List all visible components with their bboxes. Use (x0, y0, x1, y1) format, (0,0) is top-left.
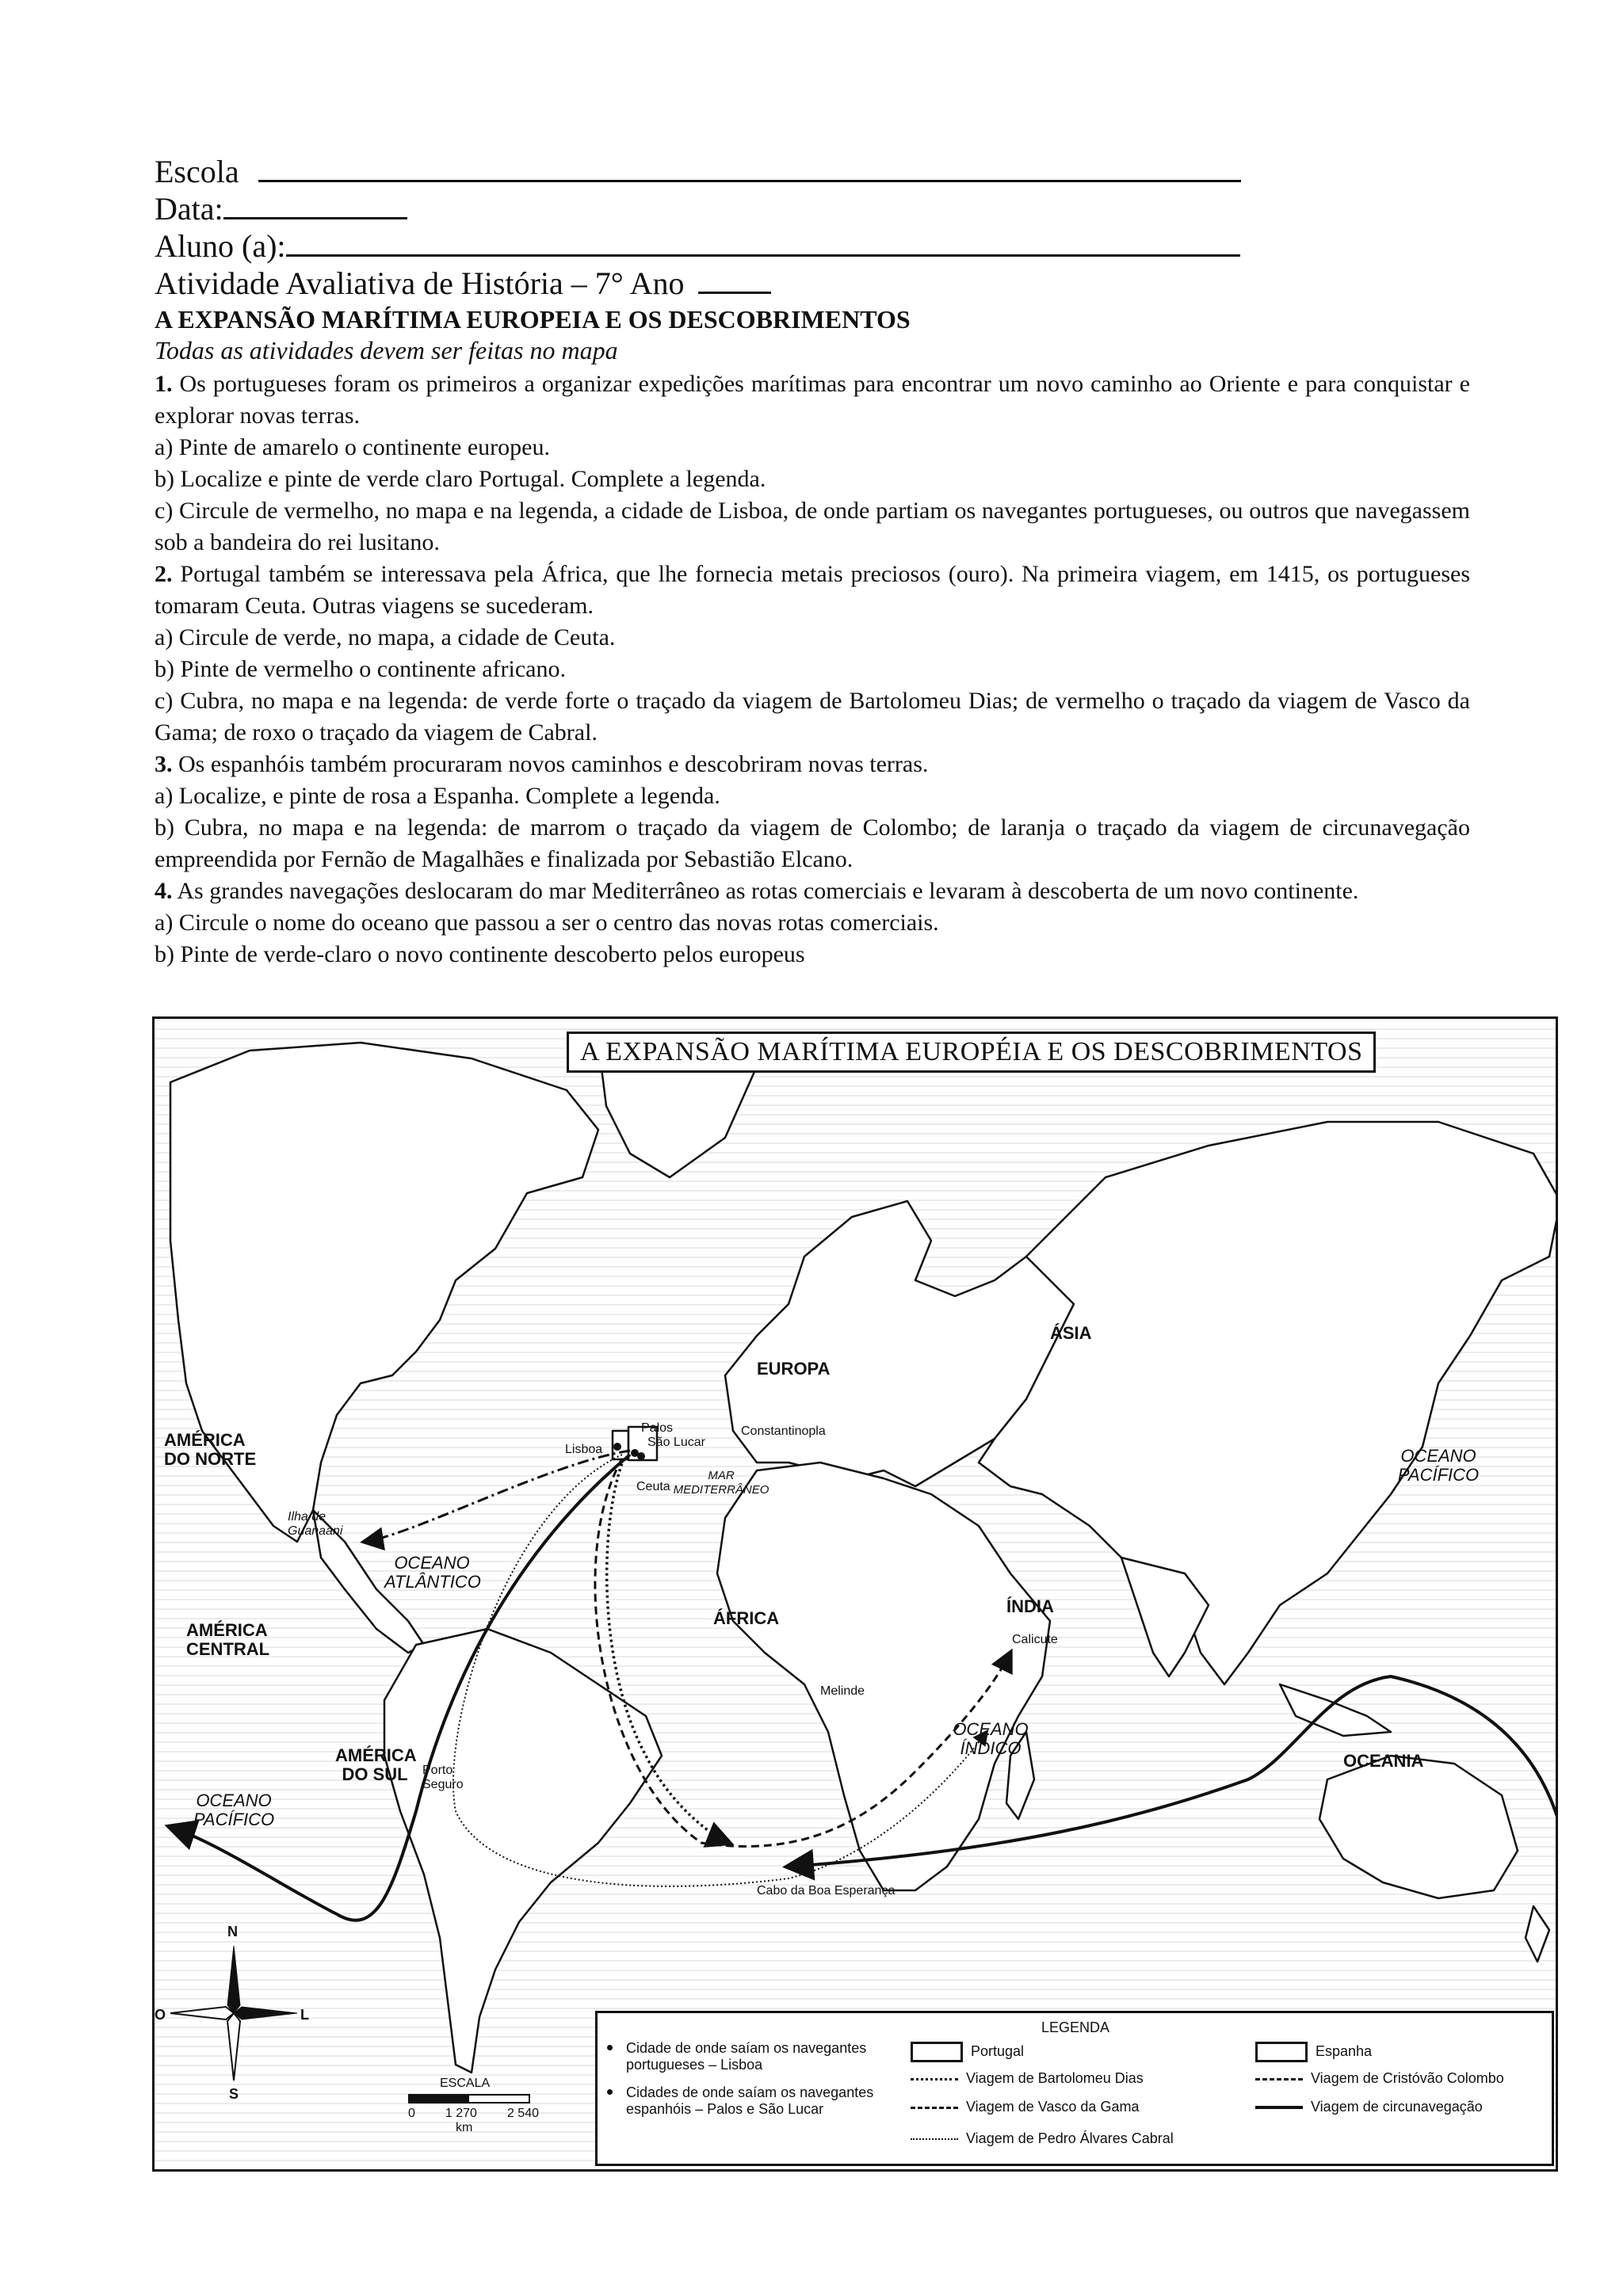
label-melinde: Melinde (820, 1684, 865, 1698)
aluno-line (155, 227, 1470, 265)
portugal-swatch-icon (911, 2042, 963, 2062)
label-constantinopla: Constantinopla (741, 1425, 826, 1438)
legend-colombo: Viagem de Cristóvão Colombo (1255, 2070, 1504, 2087)
question-3b: b) Cubra, no mapa e na legenda: de marrom o traçado da viagem de Colombo; de laranja o traçado da viagem de circunavegação empreendida por Fernão de Magalhães e finalizada por Sebastião Elcano. (155, 814, 1470, 872)
label-lisboa: Lisboa (565, 1443, 603, 1456)
scale-unit: km (456, 2121, 473, 2134)
bullet-icon (607, 2089, 613, 2095)
instruction-text: Todas as atividades devem ser feitas no mapa (155, 336, 618, 364)
atividade-label: Atividade Avaliativa de História – 7° Ano (155, 265, 685, 301)
label-sao-lucar: São Lucar (647, 1436, 705, 1449)
data-label: Data: (155, 191, 223, 227)
dotted-arrow-icon (911, 2078, 958, 2081)
escola-line (155, 153, 1470, 190)
label-oceano-atlantico: OCEANO ATLÂNTICO (384, 1553, 481, 1592)
legend-title: LEGENDA (1041, 2019, 1110, 2035)
escola-field[interactable] (258, 153, 1241, 182)
label-america-norte: AMÉRICA DO NORTE (164, 1430, 257, 1469)
legend-espanha: Espanha (1255, 2042, 1372, 2062)
scale-title: ESCALA (440, 2077, 491, 2090)
scale-ticks (408, 2107, 539, 2121)
question-2c: c) Cubra, no mapa e na legenda: de verde forte o traçado da viagem de Bartolomeu Dias; de vermelho o traçado da viagem de Vasco da Gama; de roxo o traçado da viagem de Cabral. (155, 688, 1470, 746)
route-colombo (365, 1451, 630, 1542)
page-title: A EXPANSÃO MARÍTIMA EUROPEIA E OS DESCOBRIMENTOS (155, 305, 911, 334)
question-4: 4. As grandes navegações deslocaram do mar Mediterrâneo as rotas comerciais e levaram à descoberta de um novo continente. (155, 878, 1359, 904)
map-drawing (155, 1019, 1558, 2172)
asia-shape (979, 1122, 1558, 1684)
africa-shape (717, 1463, 1050, 1890)
legend-cabral: Viagem de Pedro Álvares Cabral (911, 2130, 1174, 2147)
scale-tick-0: 0 (408, 2107, 415, 2120)
label-asia: ÁSIA (1050, 1323, 1092, 1343)
new-zealand-shape (1526, 1906, 1549, 1962)
compass-rose (170, 1946, 297, 2081)
question-1a: a) Pinte de amarelo o continente europeu. (155, 434, 550, 460)
scale-bar (408, 2094, 530, 2103)
compass-o: O (155, 2007, 166, 2023)
dash-dot-arrow-icon (1255, 2078, 1303, 2081)
map-legend (595, 2011, 1554, 2166)
legend-portugal: Portugal (911, 2042, 1024, 2062)
legend-circumnavigation: Viagem de circunavegação (1255, 2099, 1483, 2115)
label-mar-mediterraneo: MAR MEDITERRÂNEO (673, 1469, 769, 1497)
legend-vasco: Viagem de Vasco da Gama (911, 2099, 1139, 2115)
sao-lucar-dot (637, 1452, 645, 1460)
compass-s: S (229, 2086, 239, 2102)
map-scale (408, 2077, 539, 2135)
label-oceania: OCEANIA (1343, 1751, 1424, 1771)
label-porto-seguro: Porto Seguro (422, 1764, 464, 1791)
label-africa: ÁFRICA (713, 1608, 780, 1628)
label-oceano-pacifico-e: OCEANO PACÍFICO (1397, 1446, 1480, 1485)
compass-n: N (227, 1924, 238, 1939)
dashed-arrow-icon (911, 2107, 958, 2109)
question-1c: c) Circule de vermelho, no mapa e na legenda, a cidade de Lisboa, de onde partiam os navegantes portugueses, ou outros que navegassem sob a bandeira do rei lusitano. (155, 498, 1470, 555)
question-3: 3. Os espanhóis também procuraram novos caminhos e descobriram novas terras. (155, 751, 929, 777)
label-america-central: AMÉRICA CENTRAL (186, 1620, 270, 1659)
question-4b: b) Pinte de verde-claro o novo continente descoberto pelos europeus (155, 941, 805, 967)
question-1b: b) Localize e pinte de verde claro Portugal. Complete a legenda. (155, 466, 766, 492)
escola-label: Escola (155, 154, 239, 189)
data-line (155, 190, 1470, 227)
lisboa-dot (613, 1443, 621, 1451)
worksheet-header (155, 153, 1470, 365)
ano-field[interactable] (698, 265, 771, 294)
indonesia-shape (1280, 1684, 1391, 1736)
south-america-shape (384, 1629, 662, 2073)
bullet-icon (607, 2045, 613, 2050)
question-2a: a) Circule de verde, no mapa, a cidade de Ceuta. (155, 624, 616, 650)
question-2b: b) Pinte de vermelho o continente africano. (155, 656, 566, 682)
question-3a: a) Localize, e pinte de rosa a Espanha. Complete a legenda. (155, 783, 720, 809)
questions-section (155, 368, 1470, 971)
label-america-sul: AMÉRICA DO SUL (335, 1745, 417, 1784)
data-field[interactable] (223, 190, 407, 219)
world-map (152, 1016, 1558, 2172)
label-india: ÍNDIA (1006, 1596, 1054, 1616)
question-4a: a) Circule o nome do oceano que passou a ser o centro das novas rotas comerciais. (155, 910, 939, 936)
aluno-field[interactable] (286, 227, 1240, 257)
australia-shape (1319, 1756, 1518, 1898)
legend-lisboa: Cidade de onde saíam os navegantes portugueses – Lisboa (626, 2040, 896, 2073)
label-ceuta: Ceuta (636, 1480, 670, 1493)
label-oceano-indico: OCEANO ÍNDICO (953, 1719, 1029, 1758)
aluno-label: Aluno (a): (155, 228, 286, 264)
scale-tick-1: 1 270 (445, 2107, 477, 2120)
label-cabo: Cabo da Boa Esperança (757, 1884, 896, 1897)
legend-bartolomeu: Viagem de Bartolomeu Dias (911, 2070, 1144, 2087)
label-ilha-guanaani: Ilha de Guanaani (288, 1510, 343, 1538)
map-title: A EXPANSÃO MARÍTIMA EUROPÉIA E OS DESCOBRIMENTOS (567, 1032, 1376, 1073)
compass-l: L (300, 2007, 309, 2023)
fine-dotted-arrow-icon (911, 2138, 958, 2140)
label-calicute: Calicute (1012, 1633, 1058, 1646)
label-palos: Palos (641, 1421, 674, 1435)
label-europa: EUROPA (757, 1359, 831, 1379)
label-oceano-pacifico-w: OCEANO PACÍFICO (193, 1791, 275, 1829)
legend-spanish-cities: Cidades de onde saíam os navegantes espanhóis – Palos e São Lucar (626, 2084, 896, 2118)
solid-arrow-icon (1255, 2106, 1303, 2109)
scale-tick-2: 2 540 (506, 2107, 539, 2120)
question-1: 1. Os portugueses foram os primeiros a organizar expedições marítimas para encontrar um novo caminho ao Oriente e para conquistar e explorar novas terras. (155, 371, 1470, 429)
atividade-line (155, 265, 1470, 302)
question-2: 2. Portugal também se interessava pela África, que lhe fornecia metais preciosos (ouro). Na primeira viagem, em 1415, os portugueses tomaram Ceuta. Outras viagens se sucederam. (155, 561, 1471, 619)
spain-swatch-icon (1255, 2042, 1308, 2062)
